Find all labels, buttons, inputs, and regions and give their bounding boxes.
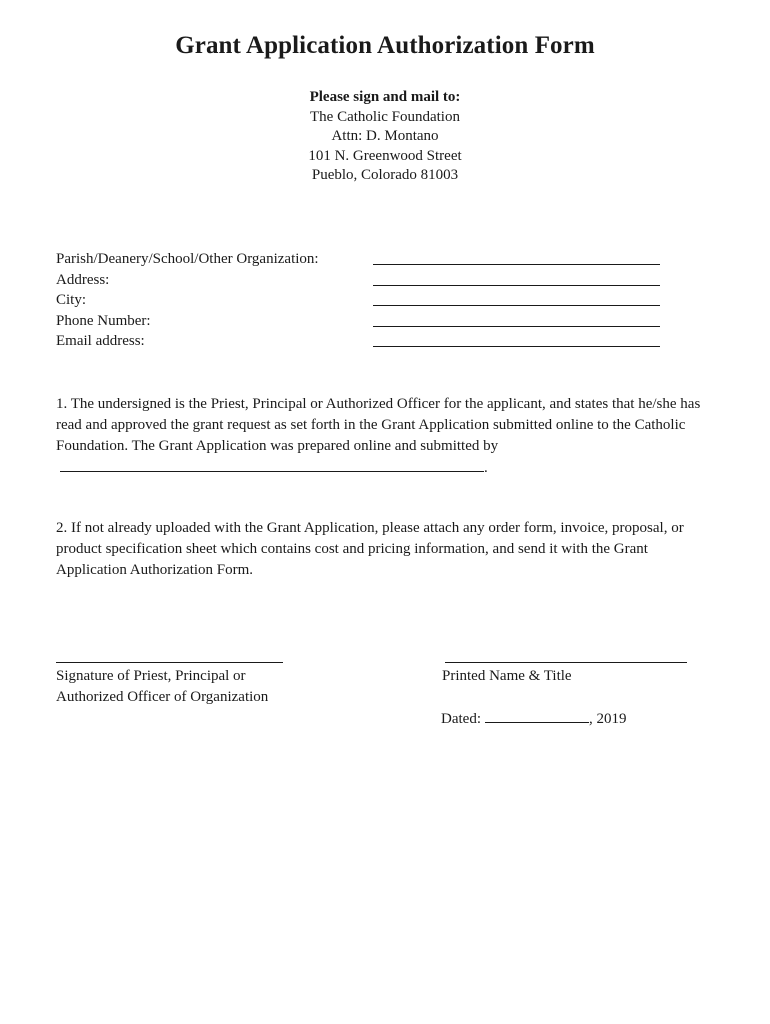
paragraph-authorization-end: . <box>484 460 488 476</box>
field-label-phone: Phone Number: <box>56 312 151 329</box>
signature-field[interactable] <box>56 662 283 663</box>
paragraph-authorization-text: 1. The undersigned is the Priest, Principal or Authorized Officer for the applicant, and states that he/she has read and approved the grant request as set forth in the Grant Application submitted online to the Catholic Foundation. The Grant Application was prepared online and submitted by <box>56 396 701 454</box>
paragraph-attachments: 2. If not already uploaded with the Grant Application, please attach any order form, invoice, proposal, or product specification sheet which contains cost and pricing information, and send it with the Grant Application Authorization Form. <box>56 520 684 578</box>
field-label-address: Address: <box>56 271 110 288</box>
submitted-by-field[interactable] <box>60 457 484 472</box>
form-title: Grant Application Authorization Form <box>175 32 595 59</box>
organization-fields <box>56 249 676 352</box>
field-label-organization: Parish/Deanery/School/Other Organization: <box>56 251 319 267</box>
dated-suffix: , 2019 <box>588 711 627 727</box>
mail-to-line: Attn: D. Montano <box>331 128 439 144</box>
mail-to-block <box>0 88 770 186</box>
city-field[interactable] <box>373 305 660 306</box>
paragraph-authorization <box>56 394 706 479</box>
field-row-city <box>56 290 676 311</box>
field-row-organization <box>56 249 676 270</box>
mail-to-line: The Catholic Foundation <box>310 108 460 125</box>
field-label-city: City: <box>56 292 87 309</box>
signature-label <box>56 666 268 708</box>
signature-label-line: Signature of Priest, Principal or <box>56 668 246 684</box>
mail-to-heading: Please sign and mail to: <box>309 89 461 105</box>
field-label-email: Email address: <box>56 333 145 350</box>
mail-to-line: Pueblo, Colorado 81003 <box>311 167 459 183</box>
field-row-email <box>56 331 676 352</box>
dated-row <box>441 708 626 730</box>
organization-field[interactable] <box>373 264 660 265</box>
date-field[interactable] <box>485 708 589 723</box>
printed-name-field[interactable] <box>445 662 687 663</box>
mail-to-line: 101 N. Greenwood Street <box>308 147 462 164</box>
field-row-phone <box>56 311 676 332</box>
email-field[interactable] <box>373 346 660 347</box>
dated-label: Dated: <box>441 711 481 727</box>
field-row-address <box>56 270 676 291</box>
address-field[interactable] <box>373 285 660 286</box>
phone-field[interactable] <box>373 326 660 327</box>
printed-name-label: Printed Name & Title <box>442 668 572 684</box>
signature-label-line: Authorized Officer of Organization <box>56 689 269 705</box>
